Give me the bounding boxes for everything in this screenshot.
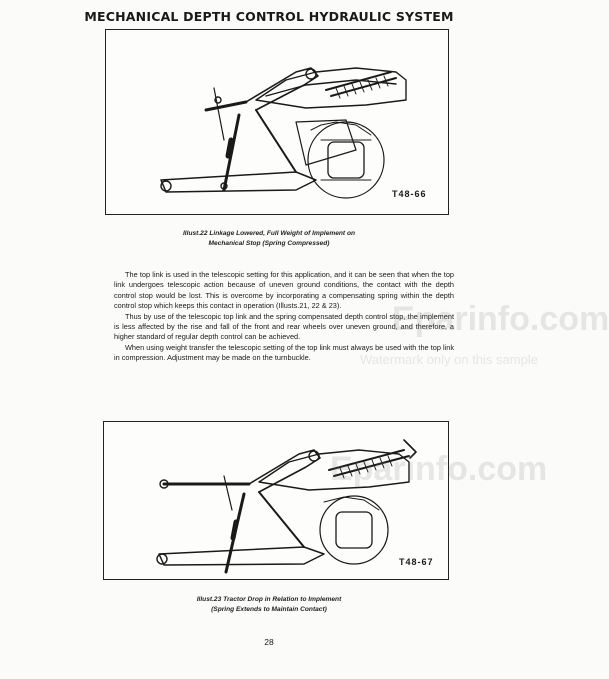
caption-line: Illust.22 Linkage Lowered, Full Weight of Implement on — [182, 230, 356, 237]
caption-line: Illust.23 Tractor Drop in Relation to Implement — [196, 596, 342, 603]
watermark-lower: Eparinfo.com — [330, 450, 548, 488]
figure-code: T48-66 — [392, 189, 427, 199]
paragraph: Thus by use of the telescopic top link and the spring compensated depth control stop, the implement is less affected by the rise and fall of the front and rear wheels over uneven ground, and therefore, a higher standard of regular depth control can be achieved. — [114, 311, 454, 342]
caption-line: Mechanical Stop (Spring Compressed) — [208, 240, 330, 247]
page-title: MECHANICAL DEPTH CONTROL HYDRAULIC SYSTEM — [84, 9, 454, 24]
caption-line: (Spring Extends to Maintain Contact) — [211, 606, 327, 613]
watermark-main: Eparinfo.com — [392, 300, 609, 338]
figure-caption — [0, 229, 538, 249]
watermark-sub: Watermark only on this sample — [360, 352, 538, 367]
figure-illust-22 — [105, 29, 449, 215]
figure-code: T48-67 — [399, 557, 434, 567]
figure-illust-23 — [103, 421, 449, 580]
paragraph: When using weight transfer the telescopic setting of the top link must always be used with the top link in compression. Adjustment may be made on the turnbuckle. — [114, 342, 454, 363]
page-number: 28 — [264, 637, 274, 647]
paragraph: The top link is used in the telescopic setting for this application, and it can be seen that when the top link undergoes telescopic action because of uneven ground conditions, the contact with the depth control stop would be lost. This is overcome by incorporating a compensating spring within the depth control stop which keeps this contact in operation (Illusts.21, 22 & 23). — [114, 270, 454, 311]
figure-caption — [0, 595, 538, 615]
